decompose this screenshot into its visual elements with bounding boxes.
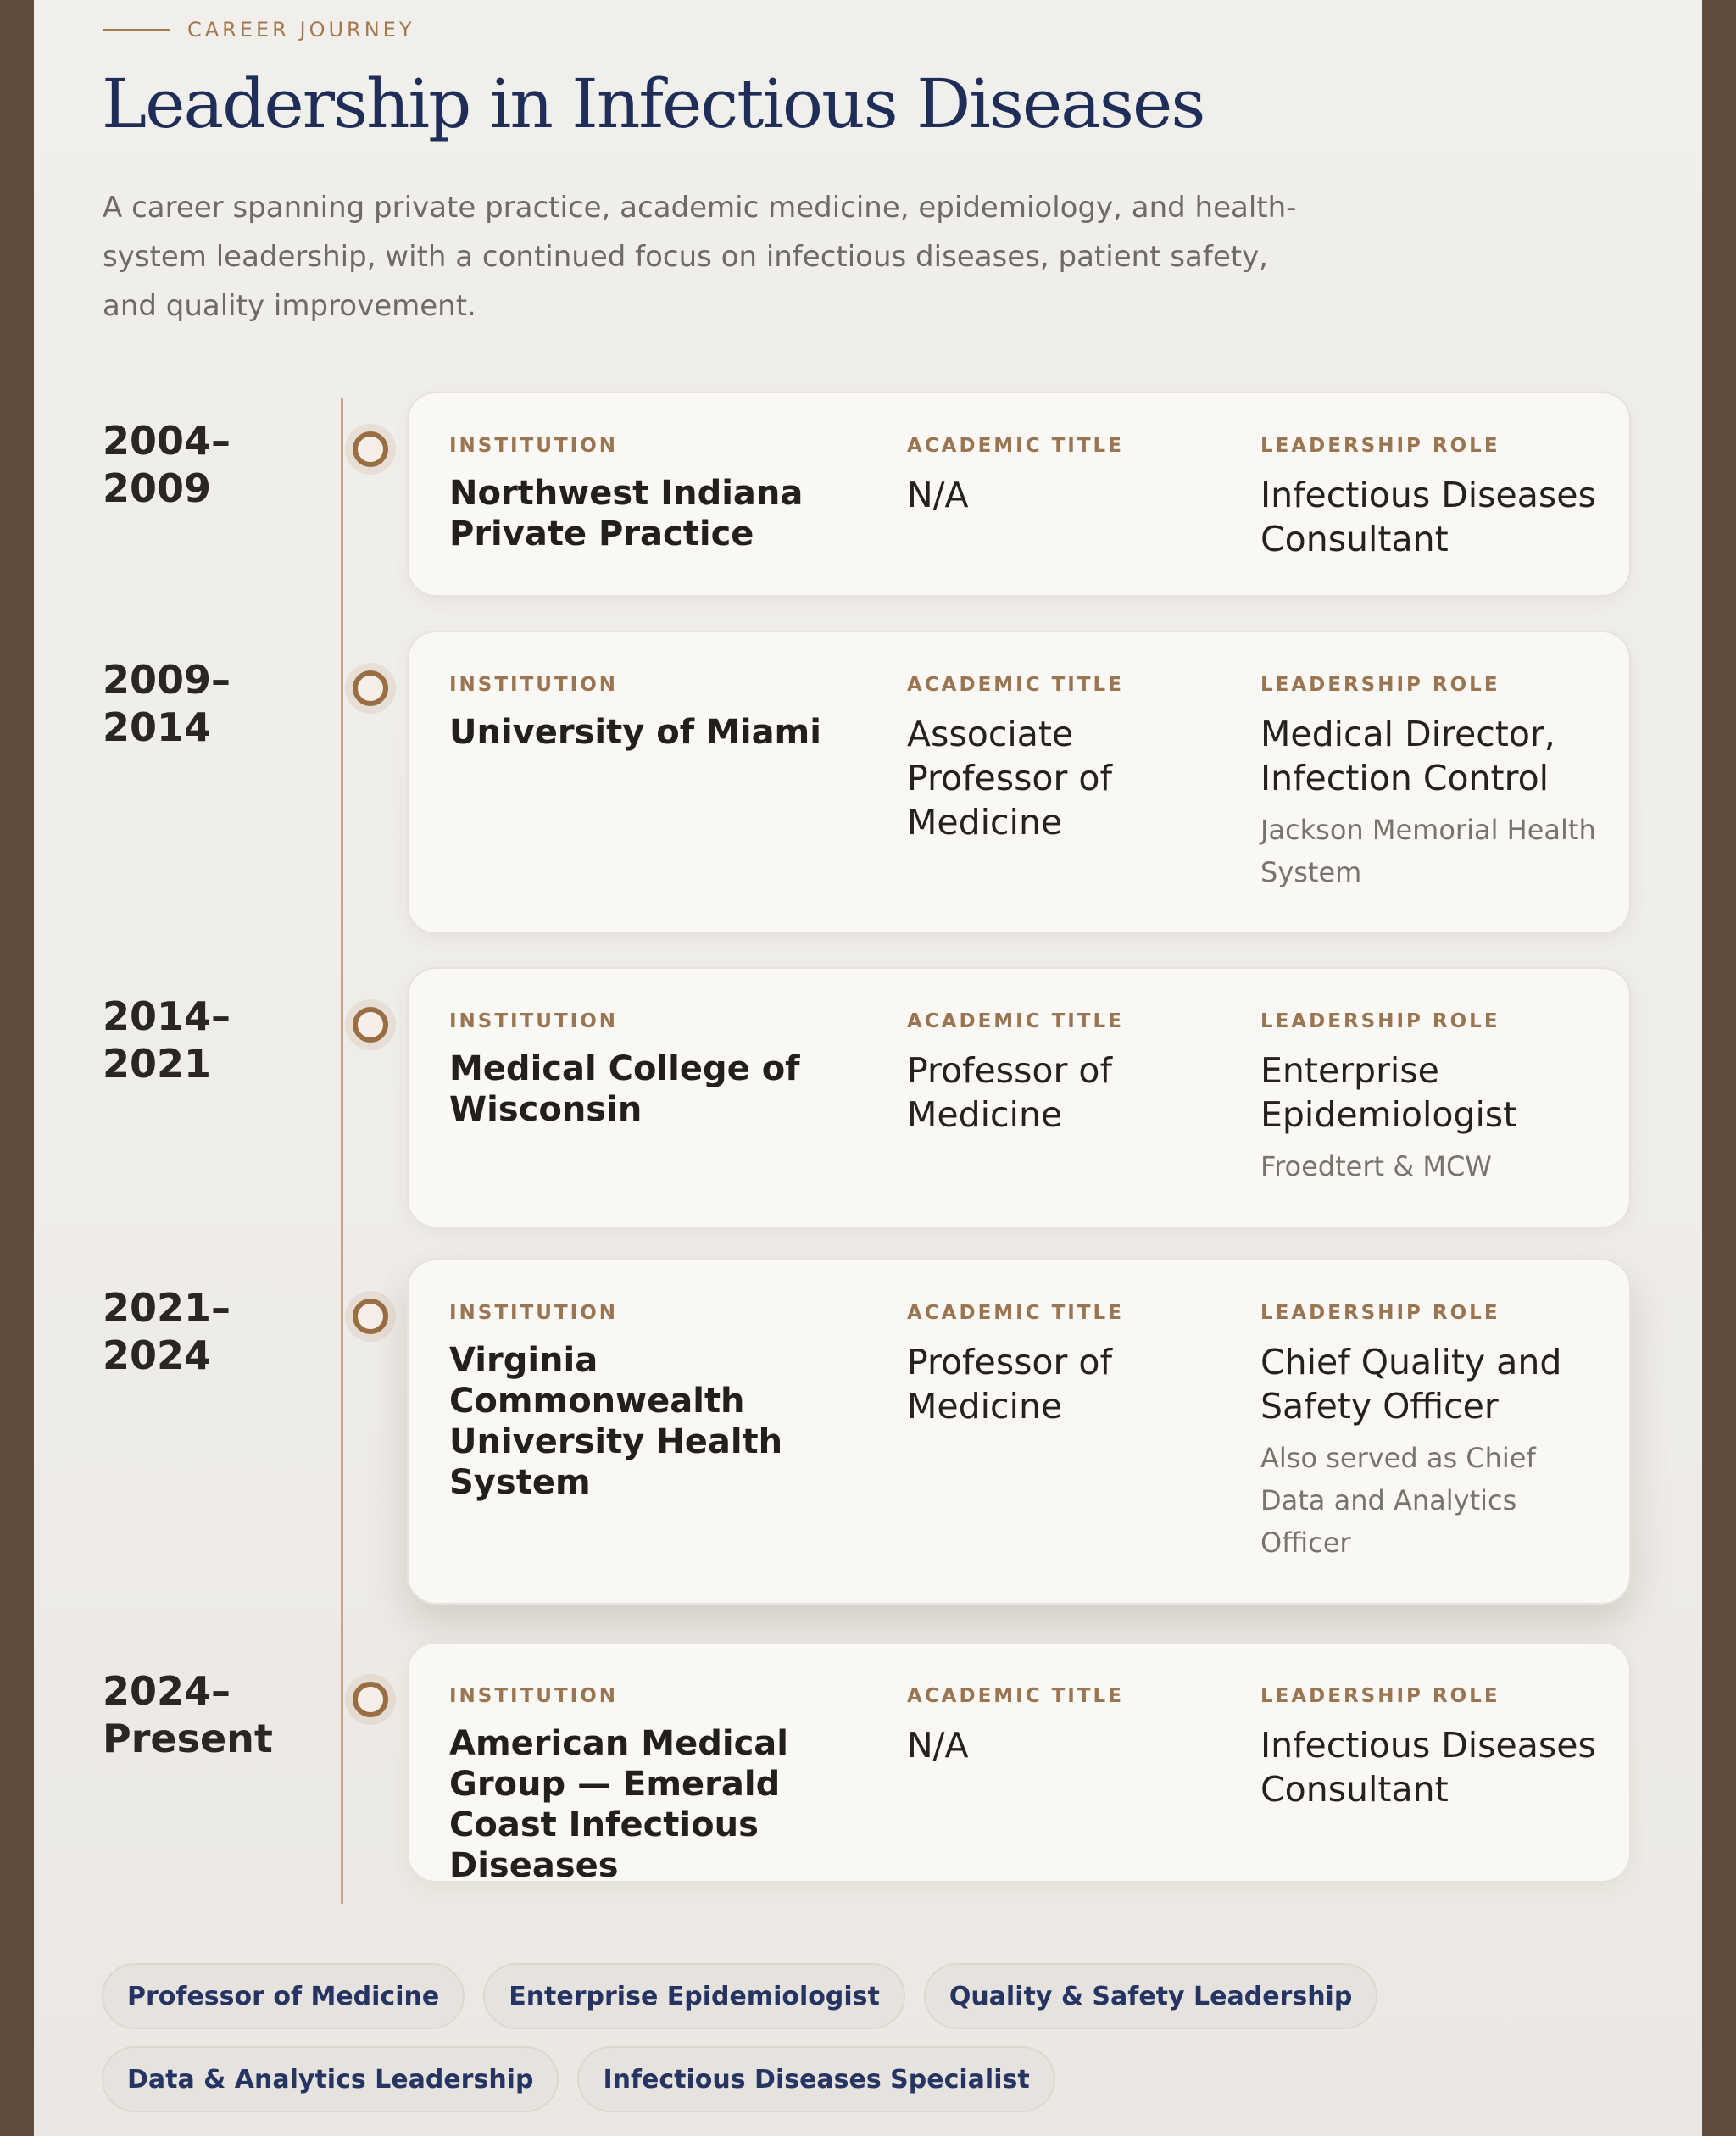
tag-enterprise-epidemiologist[interactable]: Enterprise Epidemiologist xyxy=(483,1963,905,2029)
page-title: Leadership in Infectious Diseases xyxy=(102,64,1205,143)
page-frame xyxy=(34,0,1702,2136)
academic-title: N/A xyxy=(907,1725,969,1766)
academic-column xyxy=(907,673,1229,844)
tag-infectious-diseases-specialist[interactable]: Infectious Diseases Specialist xyxy=(577,2046,1054,2112)
leadership-detail: Also served as Chief Data and Analytics Officer xyxy=(1260,1442,1536,1559)
institution-label: INSTITUTION xyxy=(449,1685,619,1707)
institution-name: University of Miami xyxy=(449,713,821,752)
academic-label: ACADEMIC TITLE xyxy=(907,674,1124,696)
leadership-role: Infectious Diseases Consultant xyxy=(1260,1725,1596,1810)
institution-column xyxy=(449,1010,873,1130)
leadership-detail: Jackson Memorial Health System xyxy=(1260,814,1596,888)
leadership-label: LEADERSHIP ROLE xyxy=(1260,435,1500,457)
eyebrow-rule xyxy=(103,29,170,31)
academic-column xyxy=(907,1010,1229,1137)
entry-years: 2024–Present xyxy=(103,1668,273,1761)
tag-professor-of-medicine[interactable]: Professor of Medicine xyxy=(102,1963,465,2029)
timeline-dot-icon xyxy=(353,670,388,706)
leadership-label: LEADERSHIP ROLE xyxy=(1260,1302,1500,1324)
academic-column xyxy=(907,1684,1229,1767)
leadership-role: Medical Director, Infection Control xyxy=(1260,714,1555,798)
timeline-dot-icon xyxy=(353,431,388,467)
academic-column xyxy=(907,1301,1229,1428)
timeline-dot-icon xyxy=(353,1007,388,1043)
institution-column xyxy=(449,434,873,554)
leadership-role: Enterprise Epidemiologist xyxy=(1260,1050,1517,1135)
leadership-column xyxy=(1260,1684,1600,1811)
academic-title: Associate Professor of Medicine xyxy=(907,714,1112,843)
entry-years: 2004–2009 xyxy=(103,418,231,511)
institution-name: Medical College of Wisconsin xyxy=(449,1049,800,1129)
institution-column xyxy=(449,1301,873,1503)
institution-column xyxy=(449,1684,873,1886)
timeline-dot-icon xyxy=(353,1299,388,1334)
leadership-column xyxy=(1260,434,1600,561)
academic-column xyxy=(907,434,1229,517)
intro-text: A career spanning private practice, academic medicine, epidemiology, and health-system leadership, with a continued focus on infectious diseases, patient safety, and quality improvement. xyxy=(103,191,1297,323)
academic-label: ACADEMIC TITLE xyxy=(907,1685,1124,1707)
entry-card xyxy=(407,392,1631,597)
leadership-label: LEADERSHIP ROLE xyxy=(1260,1685,1500,1707)
leadership-label: LEADERSHIP ROLE xyxy=(1260,674,1500,696)
institution-column xyxy=(449,673,873,753)
institution-label: INSTITUTION xyxy=(449,435,619,457)
academic-label: ACADEMIC TITLE xyxy=(907,1302,1124,1324)
institution-name: Northwest Indiana Private Practice xyxy=(449,474,804,553)
academic-title: Professor of Medicine xyxy=(907,1050,1112,1135)
timeline-line xyxy=(341,398,343,1904)
tag-data-analytics-leadership[interactable]: Data & Analytics Leadership xyxy=(102,2046,559,2112)
institution-name: American Medical Group — Emerald Coast Infectious Diseases xyxy=(449,1724,788,1885)
leadership-column xyxy=(1260,1301,1600,1564)
institution-label: INSTITUTION xyxy=(449,1302,619,1324)
leadership-role: Chief Quality and Safety Officer xyxy=(1260,1342,1562,1427)
academic-label: ACADEMIC TITLE xyxy=(907,435,1124,457)
leadership-column xyxy=(1260,1010,1600,1188)
entry-card xyxy=(407,1642,1631,1883)
timeline-dot-icon xyxy=(353,1682,388,1717)
institution-label: INSTITUTION xyxy=(449,1010,619,1032)
specialty-tags xyxy=(102,1963,1678,2112)
entry-years: 2021–2024 xyxy=(103,1285,231,1378)
eyebrow xyxy=(103,18,415,42)
entry-years: 2009–2014 xyxy=(103,657,231,750)
eyebrow-text: CAREER JOURNEY xyxy=(187,18,415,42)
leadership-detail: Froedtert & MCW xyxy=(1260,1150,1492,1182)
entry-years: 2014–2021 xyxy=(103,993,231,1087)
leadership-column xyxy=(1260,673,1600,893)
academic-title: Professor of Medicine xyxy=(907,1342,1112,1427)
leadership-role: Infectious Diseases Consultant xyxy=(1260,475,1596,559)
academic-title: N/A xyxy=(907,475,969,515)
academic-label: ACADEMIC TITLE xyxy=(907,1010,1124,1032)
tag-quality-safety-leadership[interactable]: Quality & Safety Leadership xyxy=(924,1963,1378,2029)
institution-name: Virginia Commonwealth University Health System xyxy=(449,1341,783,1502)
entry-card xyxy=(407,631,1631,934)
leadership-label: LEADERSHIP ROLE xyxy=(1260,1010,1500,1032)
entry-card xyxy=(407,1259,1631,1605)
institution-label: INSTITUTION xyxy=(449,674,619,696)
entry-card xyxy=(407,967,1631,1228)
